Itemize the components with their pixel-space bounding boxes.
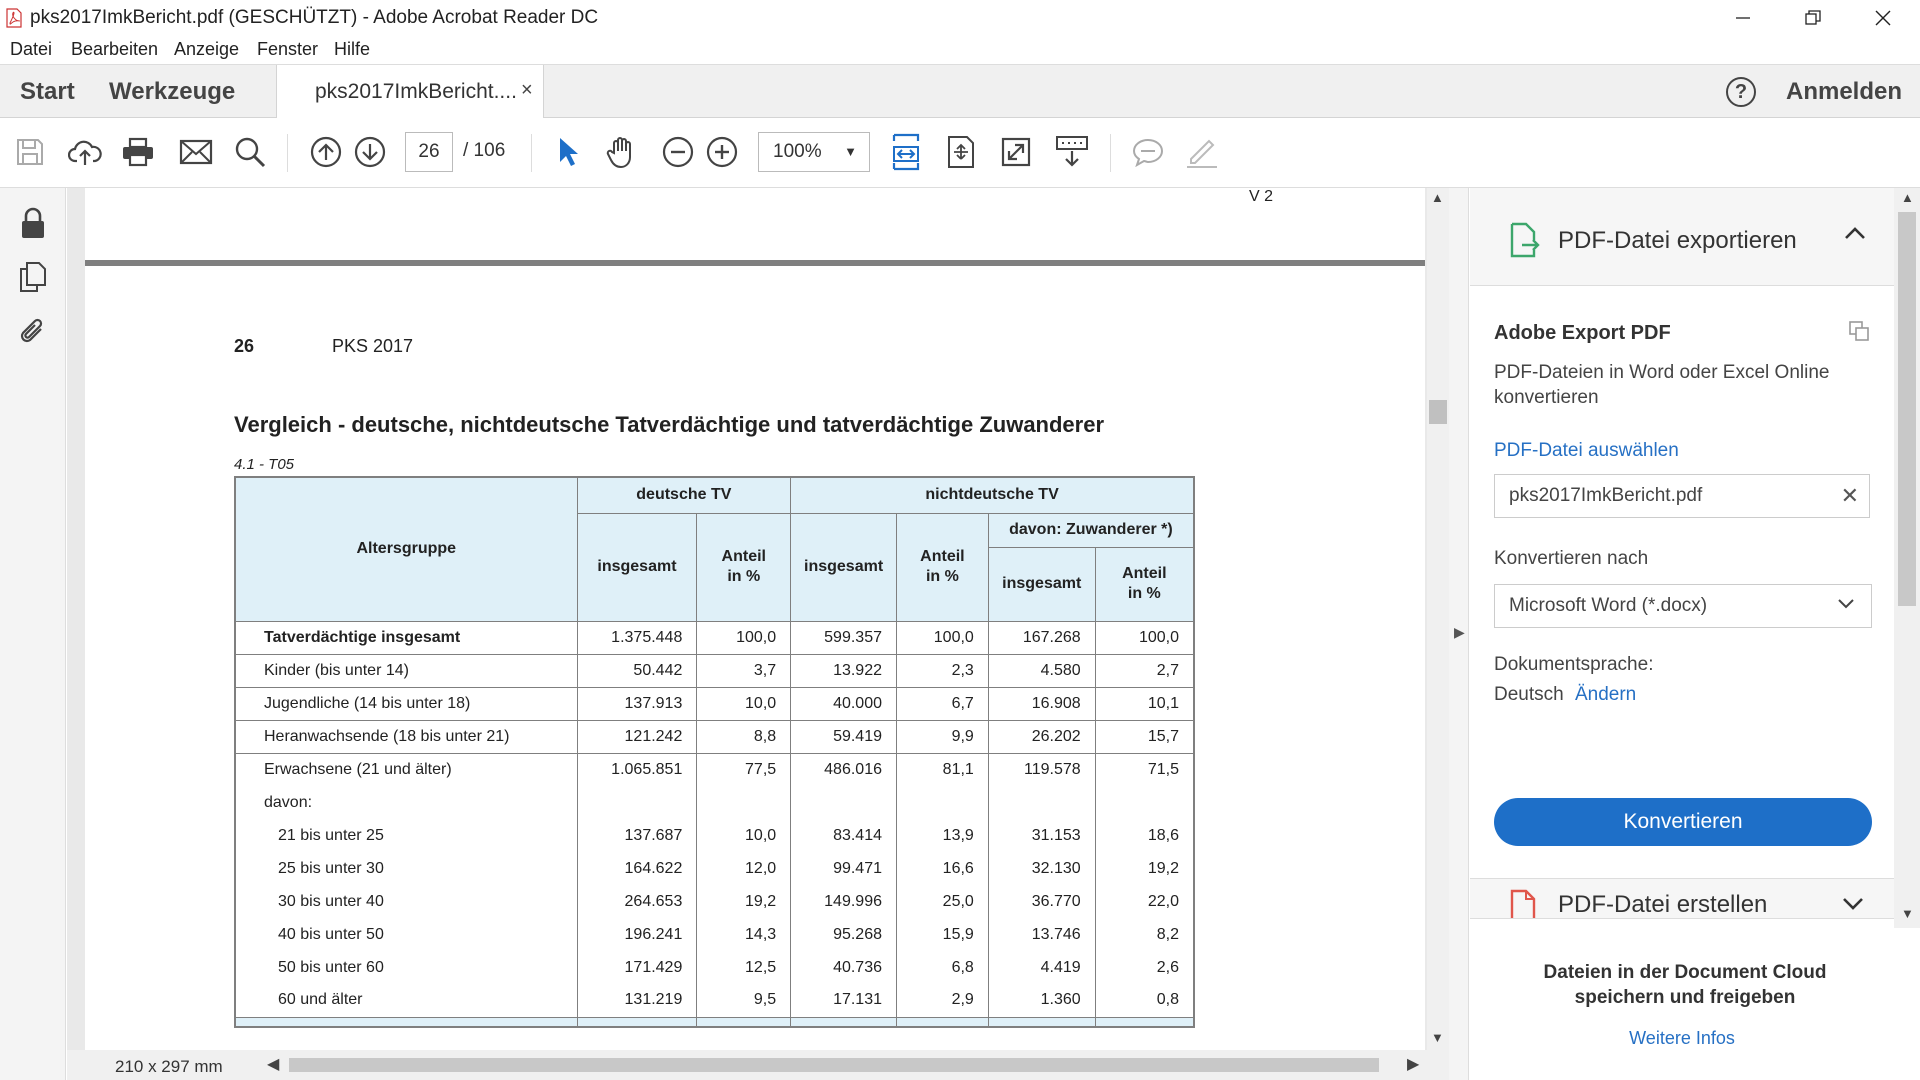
row-value: 264.653 [577, 885, 697, 918]
menu-anzeige[interactable]: Anzeige [174, 39, 240, 59]
header-total: insgesamt [791, 513, 897, 621]
row-label: 25 bis unter 30 [235, 852, 577, 885]
page-total: / 106 [463, 140, 506, 161]
header-immigrants: davon: Zuwanderer *) [988, 513, 1194, 547]
selected-file-field[interactable] [1494, 474, 1870, 518]
row-value [988, 786, 1095, 819]
table-footer-row [235, 1017, 1194, 1027]
row-value: 2,3 [897, 654, 989, 687]
row-value: 171.429 [577, 951, 697, 984]
keyboard-scroll-icon [1055, 135, 1089, 169]
header-share: Anteil in % [697, 513, 791, 621]
menu-hilfe[interactable]: Hilfe [334, 39, 371, 59]
row-value: 2,7 [1095, 654, 1194, 687]
chevron-down-icon: ▼ [844, 144, 857, 159]
row-label: 40 bis unter 50 [235, 918, 577, 951]
row-value: 19,2 [697, 885, 791, 918]
table-row [235, 720, 1194, 753]
selected-file-name: pks2017ImkBericht.pdf [1509, 485, 1703, 506]
lock-icon [20, 207, 46, 239]
row-value: 1.360 [988, 984, 1095, 1017]
row-label: 21 bis unter 25 [235, 819, 577, 852]
change-language-link[interactable]: Ändern [1574, 684, 1637, 705]
plus-circle-icon [706, 136, 738, 168]
table-heading: Vergleich - deutsche, nichtdeutsche Tatverdächtige und tatverdächtige Zuwanderer [234, 412, 1105, 437]
row-value: 25,0 [897, 885, 989, 918]
row-value: 32.130 [988, 852, 1095, 885]
footer-cell [897, 1017, 989, 1027]
table-row [235, 819, 1194, 852]
document-language [1494, 684, 1636, 706]
row-value: 36.770 [988, 885, 1095, 918]
right-panel-collapse-bar[interactable] [1449, 188, 1469, 1080]
more-info-link[interactable]: Weitere Infos [1629, 1028, 1735, 1048]
close-window-button[interactable] [1860, 4, 1906, 32]
row-value: 31.153 [988, 819, 1095, 852]
row-value: 119.578 [988, 753, 1095, 786]
chevron-up-icon[interactable] [1844, 226, 1866, 240]
row-label: Jugendliche (14 bis unter 18) [235, 687, 577, 720]
row-value: 17.131 [791, 984, 897, 1017]
footer-cell [577, 1017, 697, 1027]
row-label: 50 bis unter 60 [235, 951, 577, 984]
window-title: pks2017ImkBericht.pdf (GESCHÜTZT) - Adobe Acrobat Reader DC [30, 7, 599, 28]
header-german: deutsche TV [577, 477, 791, 513]
row-value: 9,5 [697, 984, 791, 1017]
save-button[interactable] [10, 132, 50, 172]
row-value: 12,0 [697, 852, 791, 885]
header-total: insgesamt [577, 513, 697, 621]
table-row [235, 654, 1194, 687]
collapse-right-arrow-icon[interactable]: ▶ [1454, 624, 1465, 640]
adobe-export-title: Adobe Export PDF [1494, 322, 1671, 344]
toolbar-separator [287, 134, 288, 172]
row-value: 10,1 [1095, 687, 1194, 720]
document-viewport[interactable] [67, 188, 1427, 1080]
row-value: 137.913 [577, 687, 697, 720]
row-value: 40.000 [791, 687, 897, 720]
row-label: Kinder (bis unter 14) [235, 654, 577, 687]
table-row [235, 852, 1194, 885]
row-value: 137.687 [577, 819, 697, 852]
fullscreen-button[interactable] [996, 132, 1036, 172]
document-cloud-text: Dateien in der Document Cloud speichern und freigeben [1543, 962, 1827, 1008]
row-value: 1.065.851 [577, 753, 697, 786]
row-value: 6,8 [897, 951, 989, 984]
status-bar [67, 1050, 1449, 1080]
help-icon[interactable]: ? [1726, 77, 1756, 107]
tab-werkzeuge[interactable]: Werkzeuge [109, 78, 236, 105]
row-value: 16,6 [897, 852, 989, 885]
row-value: 22,0 [1095, 885, 1194, 918]
header-code: V 2 [1249, 188, 1274, 205]
row-label: Heranwachsende (18 bis unter 21) [235, 720, 577, 753]
zoom-value: 100% [773, 141, 822, 162]
row-value: 9,9 [897, 720, 989, 753]
row-value [577, 786, 697, 819]
footer-cell [235, 1017, 577, 1027]
table-row [235, 918, 1194, 951]
export-description: PDF-Dateien in Word oder Excel Online konvertieren [1494, 362, 1830, 408]
row-value: 6,7 [897, 687, 989, 720]
row-value: 164.622 [577, 852, 697, 885]
header-non-german: nichtdeutsche TV [791, 477, 1194, 513]
select-tool-button[interactable] [548, 132, 588, 172]
row-value: 13,9 [897, 819, 989, 852]
email-button[interactable] [176, 132, 216, 172]
row-value: 486.016 [791, 753, 897, 786]
row-value: 1.375.448 [577, 621, 697, 654]
row-value: 95.268 [791, 918, 897, 951]
row-value: 4.580 [988, 654, 1095, 687]
horizontal-scrollbar-thumb[interactable] [289, 1058, 1379, 1072]
zoom-out-button[interactable] [658, 132, 698, 172]
row-value: 71,5 [1095, 753, 1194, 786]
publication-name: PKS 2017 [332, 336, 414, 356]
restore-icon [1805, 10, 1821, 26]
paperclip-icon [19, 315, 47, 347]
row-value: 0,8 [1095, 984, 1194, 1017]
header-share: Anteil in % [1095, 547, 1194, 621]
chevron-down-icon[interactable] [1842, 897, 1864, 911]
toolbar-separator [1110, 134, 1111, 172]
chevron-down-icon [1837, 597, 1855, 611]
row-label: davon: [235, 786, 577, 819]
row-value: 167.268 [988, 621, 1095, 654]
minimize-button[interactable] [1720, 4, 1766, 32]
create-pdf-header[interactable] [1470, 879, 1894, 919]
security-button[interactable] [16, 206, 50, 240]
pdf-page [85, 188, 1425, 1050]
scroll-up-arrow-icon[interactable]: ▲ [1431, 190, 1444, 205]
row-value: 599.357 [791, 621, 897, 654]
table-row [235, 786, 1194, 819]
row-value: 99.471 [791, 852, 897, 885]
row-value: 15,9 [897, 918, 989, 951]
table-row [235, 951, 1194, 984]
row-value: 77,5 [697, 753, 791, 786]
footer-cell [988, 1017, 1095, 1027]
create-pdf-title: PDF-Datei erstellen [1558, 891, 1768, 918]
fit-width-button[interactable] [886, 132, 926, 172]
left-navigation-rail [0, 188, 66, 1080]
row-value: 83.414 [791, 819, 897, 852]
page-number: 26 [234, 336, 255, 356]
upload-cloud-button[interactable] [65, 132, 105, 172]
row-value: 10,0 [697, 819, 791, 852]
table-code: 4.1 - T05 [234, 456, 295, 473]
page-size-label: 210 x 297 mm [115, 1057, 223, 1076]
row-value: 10,0 [697, 687, 791, 720]
convert-format-dropdown[interactable] [1494, 584, 1872, 628]
arrow-down-circle-icon [354, 136, 386, 168]
row-value [897, 786, 989, 819]
row-value: 16.908 [988, 687, 1095, 720]
select-pdf-link[interactable]: PDF-Datei auswählen [1494, 440, 1679, 461]
panel-vertical-scrollbar[interactable] [1894, 188, 1920, 928]
copy-link-icon[interactable] [1848, 320, 1870, 342]
fullscreen-icon [1001, 137, 1031, 167]
convert-button[interactable]: Konvertieren [1494, 798, 1872, 846]
row-value: 18,6 [1095, 819, 1194, 852]
pen-highlight-icon [1185, 135, 1219, 169]
cursor-arrow-icon [556, 136, 580, 168]
document-language-label: Dokumentsprache: [1494, 654, 1654, 675]
row-value: 8,2 [1095, 918, 1194, 951]
search-icon [234, 136, 266, 168]
row-label: Erwachsene (21 und älter) [235, 753, 577, 786]
table-row [235, 687, 1194, 720]
toolbar [0, 118, 1920, 188]
statistics-table [234, 476, 1195, 1028]
minus-circle-icon [662, 136, 694, 168]
row-value: 13.922 [791, 654, 897, 687]
scroll-left-arrow-icon[interactable]: ◀ [267, 1056, 280, 1073]
fit-page-icon [947, 135, 975, 169]
row-value: 196.241 [577, 918, 697, 951]
header-rule [85, 260, 1425, 266]
scroll-up-arrow-icon[interactable]: ▲ [1901, 190, 1914, 205]
mail-icon [179, 139, 213, 165]
zoom-in-button[interactable] [702, 132, 742, 172]
scroll-mode-button[interactable] [1052, 132, 1092, 172]
scrollbar-thumb[interactable] [1898, 212, 1916, 606]
scroll-down-arrow-icon[interactable]: ▼ [1901, 906, 1914, 921]
tab-close-icon[interactable]: × [521, 79, 533, 101]
document-vertical-scrollbar[interactable] [1427, 188, 1449, 1050]
row-value: 8,8 [697, 720, 791, 753]
header-share: Anteil in % [897, 513, 989, 621]
page-number-input[interactable]: 26 [405, 132, 453, 172]
row-value: 19,2 [1095, 852, 1194, 885]
tab-start[interactable]: Start [20, 78, 75, 105]
header-age-group: Altersgruppe [235, 477, 577, 621]
tools-panel [1470, 188, 1894, 1080]
row-value: 121.242 [577, 720, 697, 753]
signin-button[interactable]: Anmelden [1786, 78, 1903, 105]
export-pdf-icon [1508, 222, 1540, 258]
row-label: Tatverdächtige insgesamt [235, 621, 577, 654]
cloud-upload-icon [68, 137, 102, 167]
row-value: 100,0 [697, 621, 791, 654]
highlight-button[interactable] [1182, 132, 1222, 172]
row-value: 26.202 [988, 720, 1095, 753]
comment-bubble-icon [1131, 137, 1165, 167]
row-value: 2,6 [1095, 951, 1194, 984]
print-button[interactable] [118, 132, 158, 172]
printer-icon [121, 137, 155, 167]
convert-to-label: Konvertieren nach [1494, 548, 1649, 569]
clear-file-icon[interactable]: ✕ [1840, 483, 1859, 508]
row-value [791, 786, 897, 819]
table-row [235, 885, 1194, 918]
footer-cell [791, 1017, 897, 1027]
next-page-button[interactable] [350, 132, 390, 172]
zoom-dropdown[interactable] [758, 132, 870, 172]
pages-icon [19, 261, 47, 293]
scrollbar-thumb[interactable] [1429, 400, 1447, 424]
table-row [235, 984, 1194, 1017]
row-value: 4.419 [988, 951, 1095, 984]
footer-cell [1095, 1017, 1194, 1027]
table-row [235, 621, 1194, 654]
row-value: 15,7 [1095, 720, 1194, 753]
row-value: 100,0 [897, 621, 989, 654]
restore-button[interactable] [1790, 4, 1836, 32]
tab-document-label: pks2017ImkBericht.... [315, 80, 517, 103]
arrow-up-circle-icon [310, 136, 342, 168]
row-value: 14,3 [697, 918, 791, 951]
hand-icon [605, 135, 639, 169]
footer-cell [697, 1017, 791, 1027]
page-thumbnails-button[interactable] [16, 260, 50, 294]
header-total: insgesamt [988, 547, 1095, 621]
row-value: 149.996 [791, 885, 897, 918]
attachments-button[interactable] [16, 314, 50, 348]
table-row [235, 753, 1194, 786]
menu-bar [0, 36, 1920, 64]
previous-page-button[interactable] [306, 132, 346, 172]
table-body [235, 621, 1194, 1027]
fit-width-icon [891, 133, 921, 171]
menu-bearbeiten[interactable]: Bearbeiten [71, 39, 159, 59]
document-language-value: Deutsch [1494, 684, 1564, 705]
row-value: 2,9 [897, 984, 989, 1017]
acrobat-pdf-icon [6, 8, 22, 28]
search-button[interactable] [230, 132, 270, 172]
row-value: 81,1 [897, 753, 989, 786]
export-pdf-title: PDF-Datei exportieren [1558, 227, 1797, 254]
row-value: 131.219 [577, 984, 697, 1017]
hand-tool-button[interactable] [602, 132, 642, 172]
tab-bar [0, 64, 1920, 118]
row-label: 60 und älter [235, 984, 577, 1017]
row-value: 3,7 [697, 654, 791, 687]
row-value: 50.442 [577, 654, 697, 687]
title-bar [0, 0, 1920, 36]
convert-format-value: Microsoft Word (*.docx) [1509, 595, 1708, 616]
tab-document[interactable] [276, 65, 544, 119]
minimize-icon [1735, 10, 1751, 26]
comment-button[interactable] [1128, 132, 1168, 172]
row-label: 30 bis unter 40 [235, 885, 577, 918]
create-pdf-icon [1508, 889, 1540, 919]
menu-fenster[interactable]: Fenster [257, 39, 319, 59]
scroll-right-arrow-icon[interactable]: ▶ [1407, 1056, 1420, 1073]
row-value [1095, 786, 1194, 819]
scroll-down-arrow-icon[interactable]: ▼ [1431, 1030, 1444, 1045]
row-value: 100,0 [1095, 621, 1194, 654]
row-value: 40.736 [791, 951, 897, 984]
row-value: 59.419 [791, 720, 897, 753]
close-icon [1875, 10, 1891, 26]
export-pdf-header[interactable] [1470, 188, 1894, 286]
row-value: 13.746 [988, 918, 1095, 951]
row-value: 12,5 [697, 951, 791, 984]
fit-page-button[interactable] [941, 132, 981, 172]
toolbar-separator [531, 134, 532, 172]
save-icon [15, 137, 45, 167]
row-value [697, 786, 791, 819]
menu-datei[interactable]: Datei [10, 39, 53, 59]
